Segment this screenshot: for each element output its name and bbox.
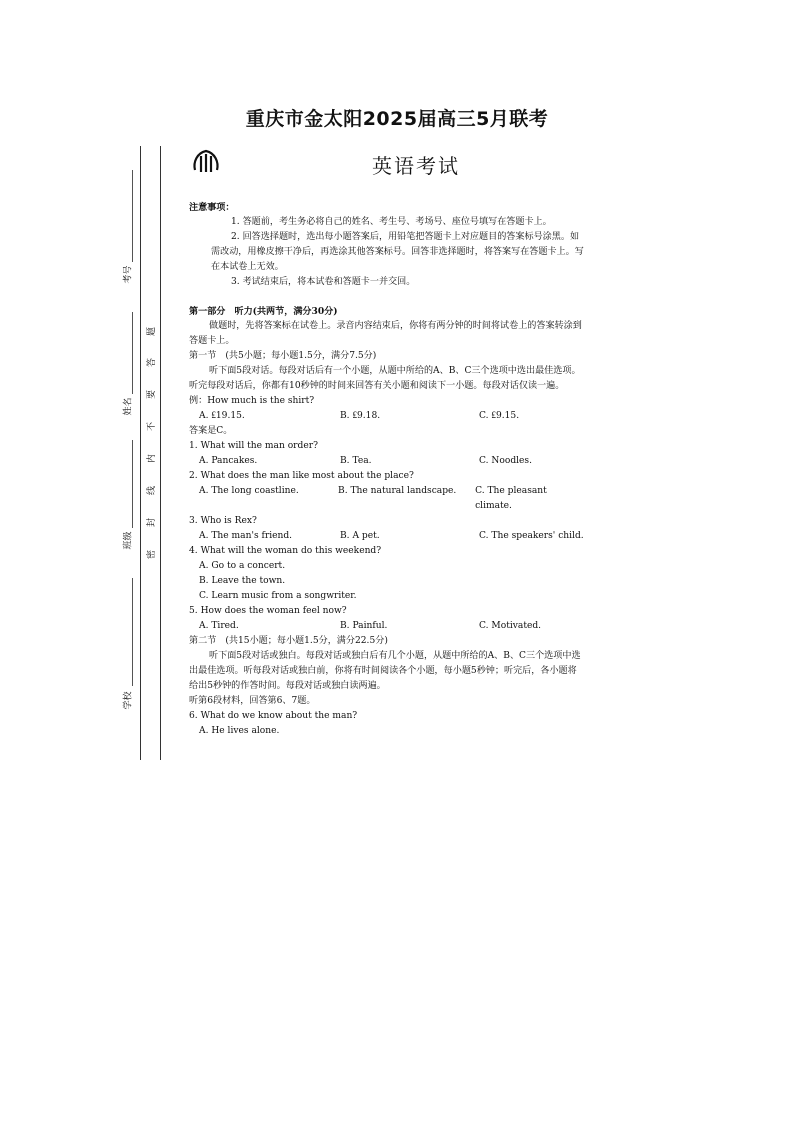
option-a: A. Go to a concert.	[199, 561, 286, 571]
seal-char: 内	[147, 453, 158, 464]
question-5-options	[189, 619, 585, 634]
question-5: 5. How does the woman feel now?	[189, 606, 347, 616]
option-c: C. The speakers' child.	[479, 531, 584, 541]
exam-main-title: 重庆市金太阳2025届高三5月联考	[245, 108, 549, 130]
field-label-school: 学校	[123, 691, 134, 710]
seal-char: 封	[147, 517, 158, 528]
question-3: 3. Who is Rex?	[189, 516, 257, 526]
option-b: B. Tea.	[340, 456, 372, 466]
field-label-exam-number: 考号	[123, 265, 134, 284]
seal-char: 不	[147, 421, 158, 432]
section1-intro: 听下面5段对话。每段对话后有一个小题，从题中所给的A、B、C三个选项中选出最佳选项。听完每段对话后，你都有10秒钟的时间来回答有关小题和阅读下一小题。每段对话仅读一遍。	[189, 366, 581, 391]
option-b: B. Painful.	[340, 621, 388, 631]
jty-logo-icon	[191, 148, 221, 178]
option-b: B. Leave the town.	[199, 576, 286, 586]
question-3-options	[189, 529, 585, 544]
question-4: 4. What will the woman do this weekend?	[189, 546, 382, 556]
seal-char: 要	[147, 389, 158, 400]
option-b: B. A pet.	[340, 531, 380, 541]
exam-number-line	[132, 170, 133, 262]
option-a: A. The man's friend.	[199, 531, 293, 541]
seal-char: 答	[147, 357, 158, 368]
section2-heading: 第二节 (共15小题；每小题1.5分，满分22.5分)	[189, 636, 388, 646]
question-6: 6. What do we know about the man?	[189, 711, 358, 721]
option-b: B. ₤9.18.	[340, 411, 381, 421]
school-line	[132, 578, 133, 686]
exam-content	[189, 200, 585, 739]
seal-char: 线	[147, 485, 158, 496]
class-line	[132, 440, 133, 528]
question-2-options	[189, 484, 585, 514]
name-line	[132, 312, 133, 394]
option-a: A. Tired.	[199, 621, 239, 631]
material-6-instruction: 听第6段材料，回答第6、7题。	[189, 696, 316, 706]
option-c: C. ₤9.15.	[479, 411, 520, 421]
field-label-class: 班级	[123, 531, 134, 550]
example-question: 例：How much is the shirt?	[189, 396, 315, 406]
example-answer: 答案是C。	[189, 426, 233, 436]
notes-item: 2. 回答选择题时，选出每小题答案后，用铅笔把答题卡上对应题目的答案标号涂黑。如需改动，用橡皮擦干净后，再选涂其他答案标号。回答非选择题时，将答案写在答题卡上。写在本试卷上无效。	[211, 232, 584, 272]
subject-title: 英语考试	[372, 154, 460, 178]
option-a: A. The long coastline.	[199, 486, 299, 496]
section2-intro: 听下面5段对话或独白。每段对话或独白后有几个小题，从题中所给的A、B、C三个选项中选出最佳选项。听每段对话或独白前，你将有时间阅读各个小题，每小题5秒钟；听完后，各小题将给出5秒钟的作答时间。每段对话或独白读两遍。	[189, 651, 581, 691]
binding-line-inner	[160, 146, 161, 760]
section1-heading: 第一节 (共5小题；每小题1.5分，满分7.5分)	[189, 351, 377, 361]
notes-item: 3. 考试结束后，将本试卷和答题卡一并交回。	[231, 277, 416, 287]
part1-heading: 第一部分 听力(共两节，满分30分)	[189, 306, 338, 317]
question-1: 1. What will the man order?	[189, 441, 318, 451]
question-1-options	[189, 454, 585, 469]
part1-intro: 做题时，先将答案标在试卷上。录音内容结束后，你将有两分钟的时间将试卷上的答案转涂到答题卡上。	[189, 321, 582, 346]
option-c: C. Learn music from a songwriter.	[199, 591, 357, 601]
binding-line-outer	[140, 146, 141, 760]
option-a: A. Pancakes.	[199, 456, 258, 466]
option-c: C. Motivated.	[479, 621, 542, 631]
question-2: 2. What does the man like most about the place?	[189, 471, 414, 481]
notes-item: 1. 答题前，考生务必将自己的姓名、考生号、考场号、座位号填写在答题卡上。	[231, 217, 552, 227]
seal-char: 题	[147, 326, 158, 337]
option-b: B. The natural landscape.	[338, 486, 457, 496]
field-label-name: 姓名	[123, 397, 134, 416]
seal-char: 密	[147, 549, 158, 560]
notes-heading: 注意事项：	[189, 202, 235, 213]
example-options	[189, 409, 585, 424]
option-c: C. Noodles.	[479, 456, 532, 466]
option-a: A. ₤19.15.	[199, 411, 245, 421]
option-a: A. He lives alone.	[199, 726, 280, 736]
option-c: C. The pleasant climate.	[475, 486, 547, 511]
